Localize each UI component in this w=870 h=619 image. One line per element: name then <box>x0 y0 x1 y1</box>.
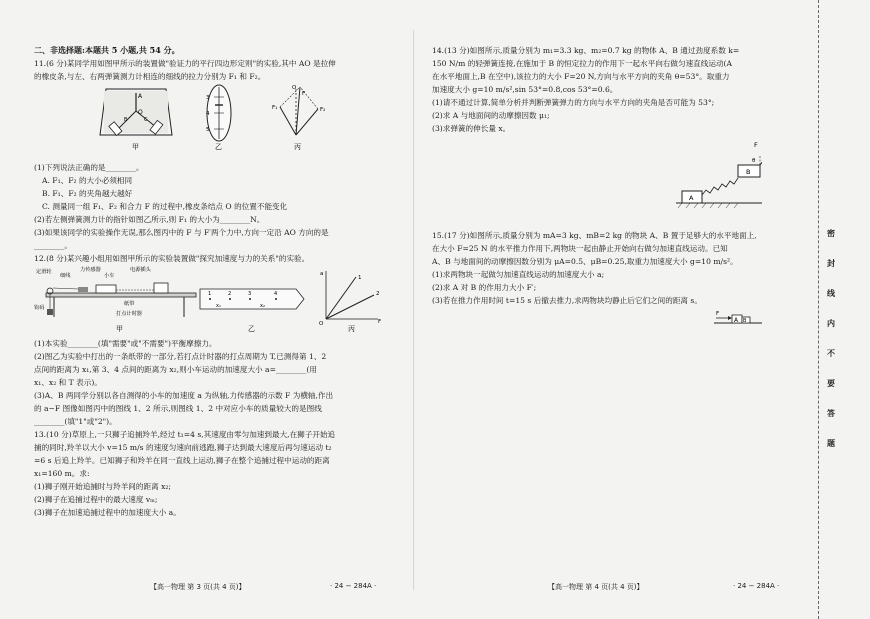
q14-figure-svg <box>432 135 762 213</box>
q11-sub3-blank: ________。 <box>34 241 72 250</box>
svg-text:1: 1 <box>358 275 362 281</box>
q11-fig-bing <box>272 85 325 135</box>
q12-sub3-line-2: 的 a−F 图像如图丙中的图线 1、2 所示,则图线 1、2 中对应小车的质量较大的是图线 <box>34 404 322 413</box>
seal-text <box>824 218 838 458</box>
q12-sub2-line-3: x₁、x₂ 和 T 表示)。 <box>34 378 102 387</box>
q13-line-3: =6 s 后追上羚羊。已知狮子和羚羊在同一直线上运动,狮子在整个追捕过程中运动的距离 <box>34 456 330 465</box>
q11-fig-jia <box>100 89 172 136</box>
q15-line-1: 15.(17 分)如图所示,质量分别为 mA=3 kg、mB=2 kg 的物块 A、B 置于足够大的水平地面上, <box>432 231 757 240</box>
q11-option-b: B. F₁、F₂ 的夹角越大越好 <box>42 189 133 198</box>
q13-line-6: (2)狮子在追捕过程中的最大速度 vₘ; <box>34 495 158 504</box>
footer-left-code: · 24 − 284A · <box>330 582 377 590</box>
q12-label-cart: 小车 <box>104 273 115 279</box>
seal-char: 不 <box>827 348 835 358</box>
question-15 <box>432 229 762 331</box>
svg-text:2: 2 <box>228 291 232 297</box>
q12-fig-jia <box>34 265 196 317</box>
footer-right-code: · 24 − 284A · <box>733 582 780 590</box>
q15-line-4: (1)求两物块一起做匀加速直线运动的加速度大小 a; <box>432 270 605 279</box>
svg-text:x₁: x₁ <box>216 303 221 309</box>
q15-line-6: (3)若在推力作用时间 t=15 s 后撤去推力,求两物块均静止后它们之间的距离 s。 <box>432 296 702 305</box>
q11-option-c: C. 测量同一组 F₁、F₂ 和合力 F 的过程中,橡皮条结点 O 的位置不能变化 <box>42 202 288 211</box>
q14-line-1: 14.(13 分)如图所示,质量分别为 m₁=3.3 kg、m₂=0.7 kg 的物体 A、B 通过劲度系数 k= <box>432 46 740 55</box>
svg-text:1: 1 <box>208 291 212 297</box>
seal-char: 答 <box>827 408 835 418</box>
q12-sub1: (1)本实验________(填"需要"或"不需要")平衡摩擦力。 <box>34 339 217 348</box>
q12-label-sensor: 力传感器 <box>80 267 101 273</box>
left-column <box>34 44 399 519</box>
q12-label-weights: 钩码 <box>34 305 45 311</box>
footer-right-title: 【高一物理 第 4 页(共 4 页)】 <box>548 583 644 591</box>
question-14 <box>432 44 762 213</box>
q15-figure <box>432 307 762 331</box>
svg-text:x₂: x₂ <box>260 303 265 309</box>
q12-sub3-line-1: (3)A、B 两同学分别以各自测得的小车的加速度 a 为纵轴,力传感器的示数 F 为横轴,作出 <box>34 391 334 400</box>
svg-text:O: O <box>292 85 297 91</box>
q12-label-plug: 电源插头 <box>130 267 151 273</box>
q15-line-3: A、B 与地面间的动摩擦因数分别为 μA=0.5、μB=0.25,取重力加速度大小 g=10 m/s²。 <box>432 257 738 266</box>
svg-text:F₁: F₁ <box>272 105 278 111</box>
q14-line-5: (1)请不通过计算,简单分析并判断弹簧弹力的方向与水平方向的夹角是否可能为 53°; <box>432 98 715 107</box>
svg-text:4: 4 <box>206 111 210 117</box>
q14-line-4: 加速度大小 g=10 m/s²,sin 53°=0.8,cos 53°=0.6。 <box>432 85 618 94</box>
q14-line-7: (3)求弹簧的伸长量 x。 <box>432 124 511 133</box>
q13-line-7: (3)狮子在加速追捕过程中的加速度大小 a。 <box>34 508 181 517</box>
q15-figure-svg <box>432 307 762 331</box>
question-13 <box>34 428 399 519</box>
q11-option-a: A. F₁、F₂ 的大小必须相同 <box>42 176 133 185</box>
q11-stem-line-1: 11.(6 分)某同学用如图甲所示的装置做"验证力的平行四边形定则"的实验,其中 AO 是拉伸 <box>34 59 336 68</box>
svg-text:F: F <box>302 91 306 97</box>
q11-sub2: (2)若左侧弹簧测力计的指针如图乙所示,则 F₁ 的大小为________N。 <box>34 215 265 224</box>
q14-figure <box>432 135 762 213</box>
svg-text:O: O <box>138 109 143 116</box>
svg-text:B: B <box>124 117 128 123</box>
q11-fig-label-bing: 丙 <box>294 143 301 151</box>
svg-text:5: 5 <box>206 127 210 133</box>
q12-stem-line-1: 12.(8 分)某兴趣小组用如图甲所示的实验装置做"探究加速度与力的关系"的实验。 <box>34 254 310 263</box>
q15-block-b-label: B <box>743 318 747 324</box>
svg-text:A: A <box>138 93 143 100</box>
column-divider <box>413 30 414 590</box>
q12-fig-bing <box>319 271 381 327</box>
q11-stem-line-2: 的橡皮条,与左、右两弹簧测力计相连的细线的拉力分别为 F₁ 和 F₂。 <box>34 72 266 81</box>
q11-sub1: (1)下列说法正确的是________。 <box>34 163 144 172</box>
q12-fig-label-bing: 丙 <box>348 325 355 333</box>
seal-dashed-line <box>818 0 819 619</box>
q11-fig-label-yi: 乙 <box>215 143 222 151</box>
q12-fig-yi <box>200 289 304 309</box>
q11-figure-svg <box>34 83 399 161</box>
seal-char: 内 <box>827 318 835 328</box>
q11-sub3: (3)如果该同学的实验操作无误,那么图丙中的 F 与 F′两个力中,方向一定沿 AO 方向的是 <box>34 228 329 237</box>
svg-text:a: a <box>320 271 324 277</box>
q11-figures <box>34 83 399 161</box>
q14-line-2: 150 N/m 的轻弹簧连接,在施加于 B 的恒定拉力的作用下一起水平向右做匀速直线运动(A <box>432 59 732 68</box>
seal-char: 封 <box>827 258 835 268</box>
q14-block-b-label: B <box>746 168 751 176</box>
q12-figure-svg <box>34 265 399 337</box>
q13-line-2: 捕的同时,羚羊以大小 v=15 m/s 的速度匀速向前逃跑,狮子达到最大速度后再匀速运动 t₂ <box>34 443 332 452</box>
q12-label-tape: 纸带 <box>124 301 135 307</box>
svg-text:C: C <box>144 117 148 123</box>
q12-label-string: 细线 <box>60 273 71 279</box>
q12-figures <box>34 265 399 337</box>
q12-fig-label-yi: 乙 <box>248 325 255 333</box>
svg-text:2: 2 <box>376 291 380 297</box>
seal-char: 密 <box>827 228 835 238</box>
svg-text:F: F <box>378 319 382 325</box>
right-column <box>432 44 762 331</box>
q14-line-3: 在水平地面上,B 在空中),该拉力的大小 F=20 N,方向与水平方向的夹角 θ=53°。取重力 <box>432 72 730 81</box>
svg-text:3: 3 <box>248 291 252 297</box>
q12-sub2-line-2: 点间的距离为 x₁,第 3、4 点间的距离为 x₂,则小车运动的加速度大小 a=________(用 <box>34 365 317 374</box>
seal-strip <box>800 0 870 619</box>
q15-line-5: (2)求 A 对 B 的作用力大小 F′; <box>432 283 537 292</box>
svg-text:4: 4 <box>274 291 278 297</box>
seal-char: 题 <box>827 438 835 448</box>
q13-line-1: 13.(10 分)草原上,一只狮子追捕羚羊,经过 t₁=4 s,其速度由零匀加速到最大,在狮子开始追 <box>34 430 336 439</box>
q11-fig-label-jia: 甲 <box>132 143 139 151</box>
q14-line-6: (2)求 A 与地面间的动摩擦因数 μ₁; <box>432 111 550 120</box>
q15-line-2: 在大小 F=25 N 的水平推力作用下,两物块一起由静止开始向右做匀加速直线运动。已知 <box>432 244 728 253</box>
svg-text:O: O <box>319 321 324 327</box>
q14-spring <box>702 178 738 195</box>
q12-label-timer: 打点计时器 <box>116 311 142 317</box>
q11-fig-yi <box>206 85 231 141</box>
q14-block-a-label: A <box>689 194 694 202</box>
q13-line-4: x₁=160 m。求: <box>34 469 90 478</box>
question-12 <box>34 252 399 428</box>
footer-left-title: 【高一物理 第 3 页(共 4 页)】 <box>150 583 246 591</box>
q15-force-label: F <box>716 311 720 317</box>
q12-sub2-line-1: (2)图乙为实验中打出的一条纸带的一部分,若打点计时器的打点周期为 T,已测得第 1、2 <box>34 352 327 361</box>
q12-label-pulley: 定滑轮 <box>36 269 52 275</box>
svg-text:3: 3 <box>206 95 210 101</box>
question-11 <box>34 57 399 252</box>
q12-sub3-line-3: ________(填"1"或"2")。 <box>34 417 117 426</box>
seal-char: 要 <box>827 378 835 388</box>
q12-fig-label-jia: 甲 <box>116 325 123 333</box>
q14-force-label: F <box>754 141 758 149</box>
seal-char: 线 <box>827 288 835 298</box>
svg-text:F₂: F₂ <box>320 107 326 113</box>
section-title: 二、非选择题:本题共 5 小题,共 54 分。 <box>34 45 180 55</box>
q14-angle-label: θ <box>752 158 756 164</box>
q15-block-a-label: A <box>734 317 739 324</box>
q13-line-5: (1)狮子刚开始追捕时与羚羊间的距离 x₂; <box>34 482 171 491</box>
